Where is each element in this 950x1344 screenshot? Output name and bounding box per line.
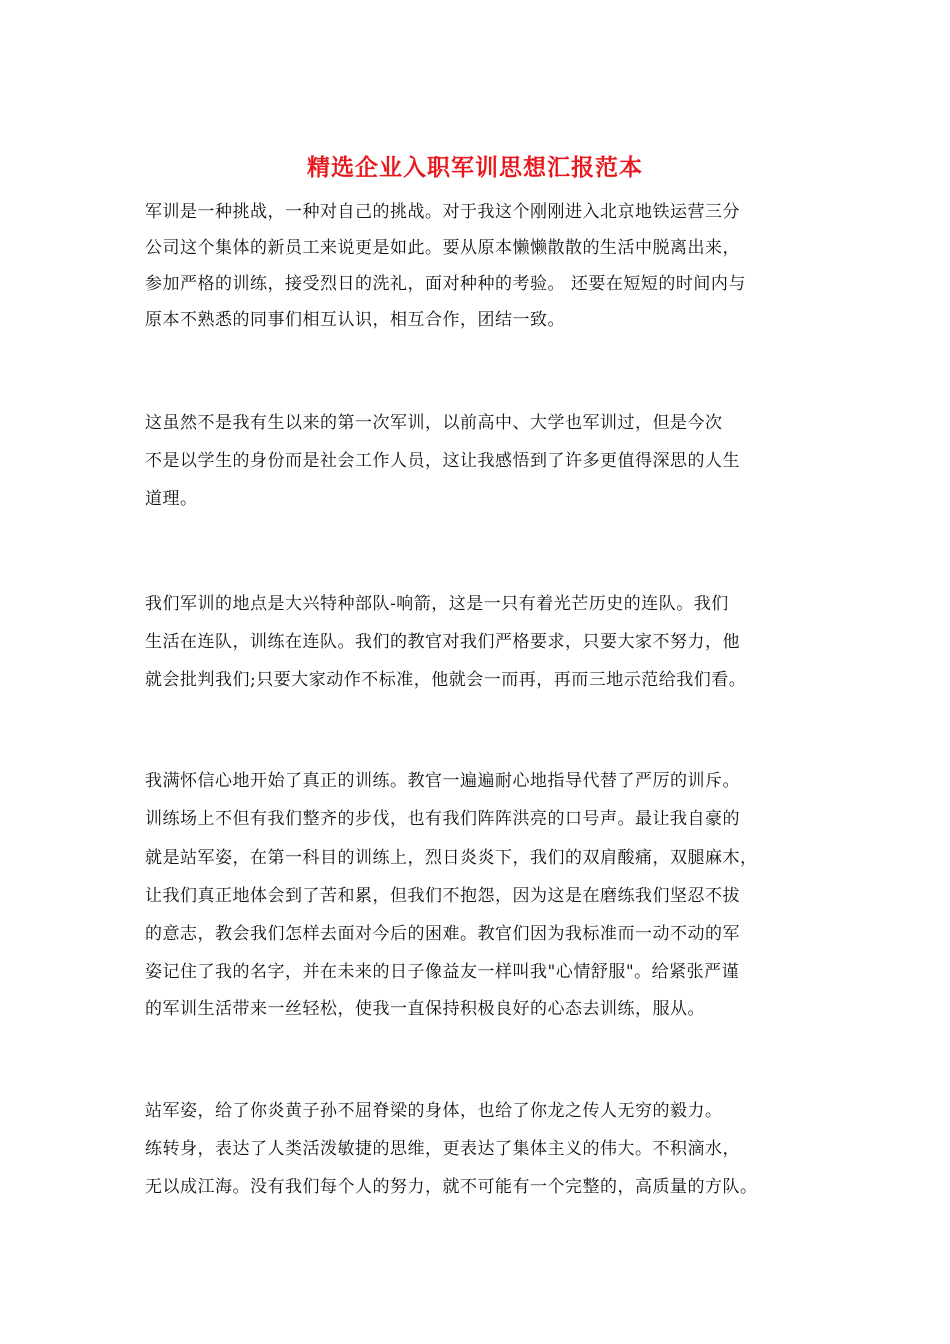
paragraph-4-line-5: 的意志，教会我们怎样去面对今后的困难。教官们因为我标准而一动不动的军 [145, 924, 740, 944]
paragraph-1-line-2: 公司这个集体的新员工来说更是如此。要从原本懒懒散散的生活中脱离出来， [145, 238, 740, 258]
paragraph-3-line-3: 就会批判我们;只要大家动作不标准，他就会一而再，再而三地示范给我们看。 [145, 670, 747, 690]
paragraph-5-line-3: 无以成江海。没有我们每个人的努力，就不可能有一个完整的，高质量的方队。 [145, 1177, 758, 1197]
paragraph-4-line-1: 我满怀信心地开始了真正的训练。教官一遍遍耐心地指导代替了严厉的训斥。 [145, 771, 740, 791]
paragraph-5-line-1: 站军姿，给了你炎黄子孙不屈脊梁的身体，也给了你龙之传人无穷的毅力。 [145, 1101, 723, 1121]
paragraph-4-line-7: 的军训生活带来一丝轻松，使我一直保持积极良好的心态去训练，服从。 [145, 999, 705, 1019]
paragraph-4-line-2: 训练场上不但有我们整齐的步伐，也有我们阵阵洪亮的口号声。最让我自豪的 [145, 809, 740, 829]
paragraph-1-line-1: 军训是一种挑战，一种对自己的挑战。对于我这个刚刚进入北京地铁运营三分 [145, 202, 740, 222]
paragraph-1-line-3: 参加严格的训练，接受烈日的洗礼，面对种种的考验。 还要在短短的时间内与 [145, 274, 746, 294]
paragraph-2-line-1: 这虽然不是我有生以来的第一次军训，以前高中、大学也军训过，但是今次 [145, 413, 723, 433]
document-title: 精选企业入职军训思想汇报范本 [307, 154, 643, 181]
paragraph-4-line-6: 姿记住了我的名字，并在未来的日子像益友一样叫我"心情舒服"。给紧张严谨 [145, 962, 740, 982]
paragraph-2-line-2: 不是以学生的身份而是社会工作人员，这让我感悟到了许多更值得深思的人生 [145, 451, 740, 471]
paragraph-4-line-3: 就是站军姿，在第一科目的训练上，烈日炎炎下，我们的双肩酸痛，双腿麻木， [145, 848, 758, 868]
paragraph-4-line-4: 让我们真正地体会到了苦和累，但我们不抱怨，因为这是在磨练我们坚忍不拔 [145, 886, 740, 906]
paragraph-5-line-2: 练转身，表达了人类活泼敏捷的思维，更表达了集体主义的伟大。不积滴水， [145, 1139, 740, 1159]
paragraph-2-line-3: 道理。 [145, 489, 198, 509]
paragraph-3-line-2: 生活在连队，训练在连队。我们的教官对我们严格要求，只要大家不努力，他 [145, 632, 740, 652]
paragraph-3-line-1: 我们军训的地点是大兴特种部队-响箭，这是一只有着光芒历史的连队。我们 [145, 594, 729, 614]
paragraph-1-line-4: 原本不熟悉的同事们相互认识，相互合作，团结一致。 [145, 310, 565, 330]
